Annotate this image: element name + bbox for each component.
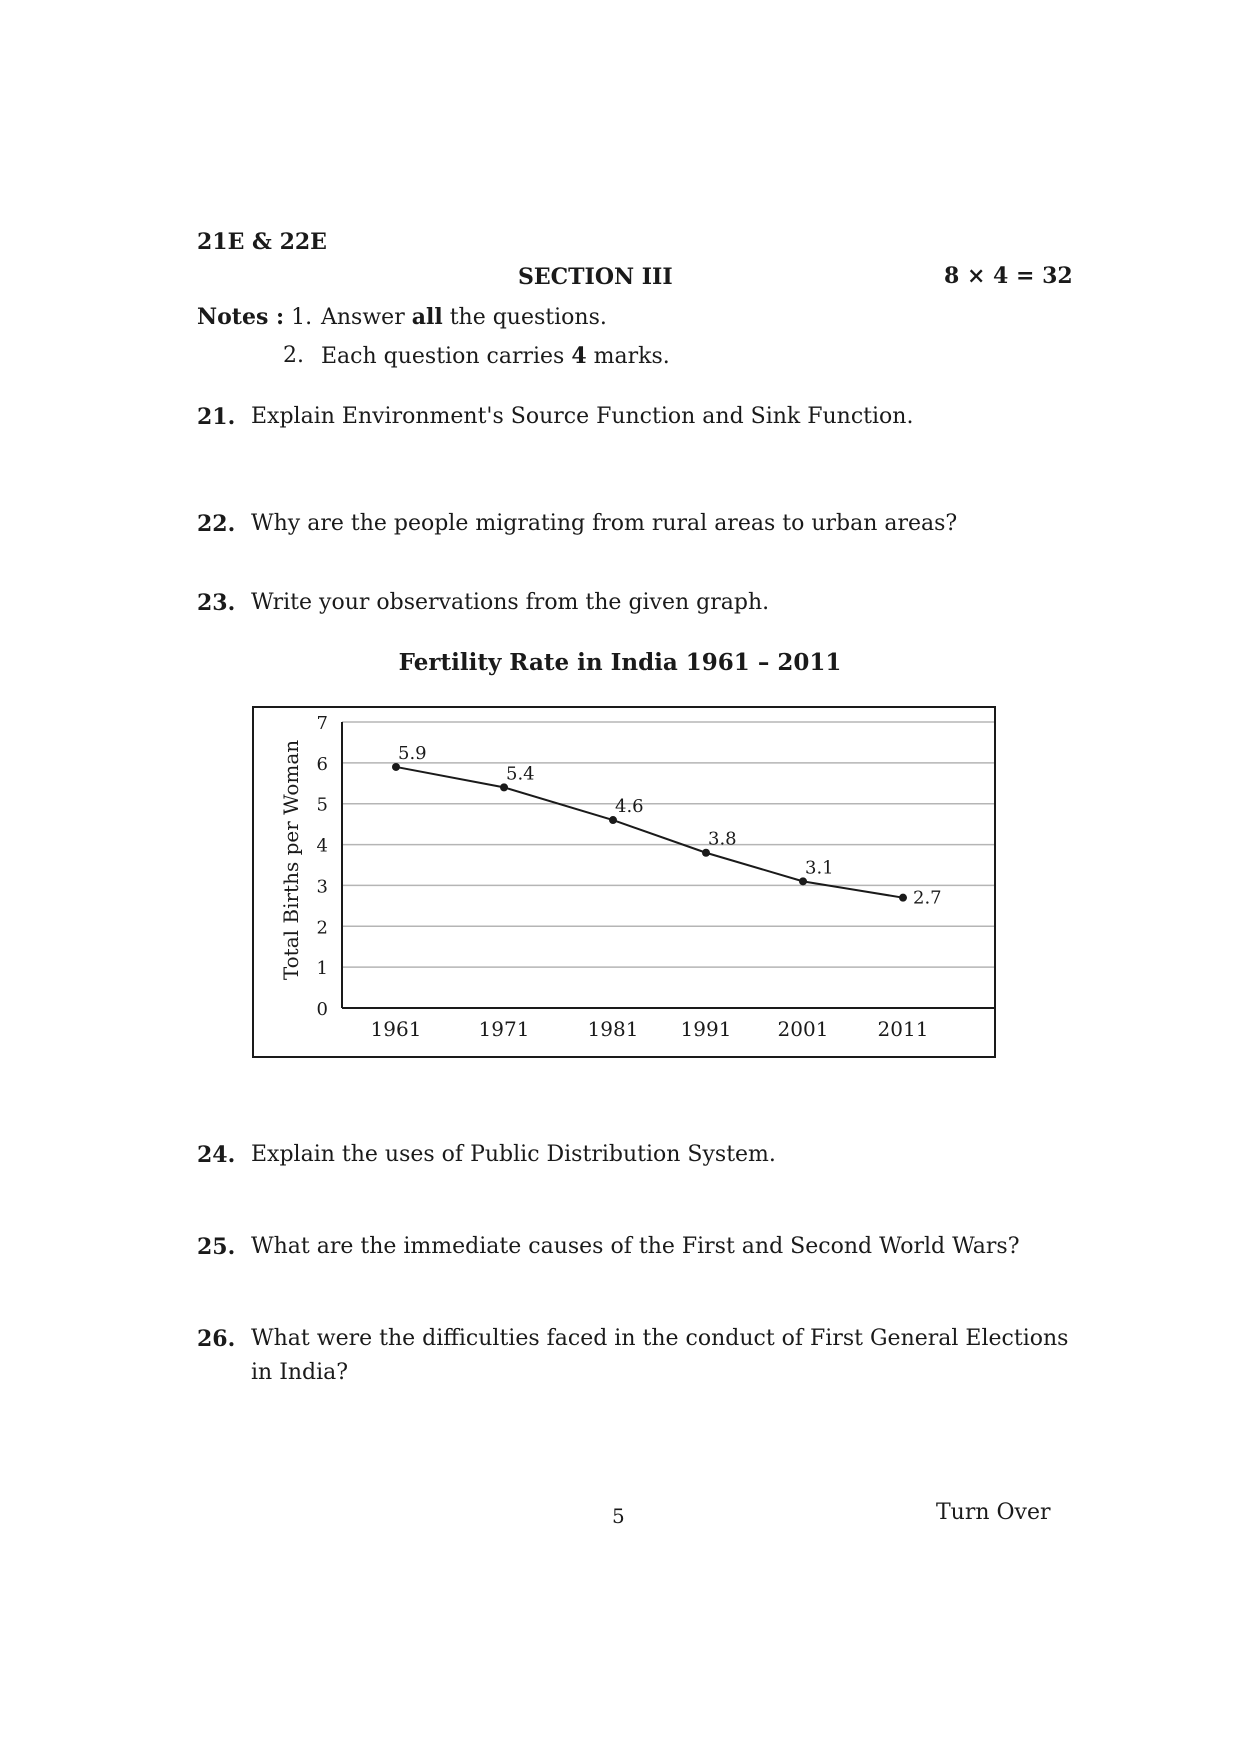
data-point bbox=[899, 894, 907, 902]
note-2-text: Each question carries 4 marks. bbox=[321, 343, 670, 369]
question-26-number: 26. bbox=[197, 1326, 236, 1352]
question-23-text: Write your observations from the given graph. bbox=[251, 590, 770, 615]
data-point bbox=[609, 816, 617, 824]
y-ticks bbox=[317, 713, 328, 1020]
y-axis-label: Total Births per Woman bbox=[279, 739, 303, 981]
question-23-number: 23. bbox=[197, 590, 236, 616]
notes-line-1 bbox=[197, 303, 312, 332]
data-label: 5.4 bbox=[506, 763, 535, 785]
paper-code: 21E & 22E bbox=[197, 229, 327, 255]
note-1-num: 1. bbox=[291, 305, 313, 330]
fertility-chart bbox=[252, 706, 996, 1058]
y-tick-label: 1 bbox=[316, 958, 328, 980]
data-label: 5.9 bbox=[398, 742, 427, 764]
data-label: 4.6 bbox=[615, 796, 644, 818]
x-tick-label: 1971 bbox=[478, 1017, 530, 1041]
x-tick-label: 1961 bbox=[370, 1017, 422, 1041]
data-point bbox=[702, 849, 710, 857]
data-point bbox=[799, 877, 807, 885]
y-tick-label: 6 bbox=[316, 753, 328, 775]
series bbox=[392, 743, 942, 909]
x-tick-label: 2011 bbox=[877, 1017, 929, 1041]
y-tick-label: 2 bbox=[316, 917, 328, 939]
question-26-text-line-2: in India? bbox=[251, 1360, 349, 1385]
turn-over: Turn Over bbox=[936, 1500, 1051, 1525]
y-tick-label: 0 bbox=[316, 999, 328, 1020]
data-point bbox=[500, 783, 508, 791]
question-21-text: Explain Environment's Source Function and Sink Function. bbox=[251, 404, 914, 429]
y-tick-label: 3 bbox=[316, 876, 328, 898]
question-22-text: Why are the people migrating from rural areas to urban areas? bbox=[251, 511, 958, 536]
chart-title: Fertility Rate in India 1961 – 2011 bbox=[398, 649, 842, 676]
section-title: SECTION III bbox=[518, 264, 673, 290]
question-24-text: Explain the uses of Public Distribution System. bbox=[251, 1142, 776, 1167]
question-26-text-line-1: What were the difficulties faced in the conduct of First General Elections bbox=[251, 1326, 1069, 1351]
y-tick-label: 5 bbox=[316, 794, 328, 816]
data-point bbox=[392, 763, 400, 771]
x-tick-label: 1991 bbox=[680, 1017, 732, 1041]
data-label: 2.7 bbox=[913, 887, 942, 909]
question-21-number: 21. bbox=[197, 404, 236, 430]
question-22-number: 22. bbox=[197, 511, 236, 537]
page-number: 5 bbox=[612, 1504, 625, 1528]
note-2-num: 2. bbox=[283, 343, 304, 368]
data-label: 3.1 bbox=[805, 857, 834, 879]
question-25-text: What are the immediate causes of the First and Second World Wars? bbox=[251, 1234, 1020, 1259]
note-1-text: Answer all the questions. bbox=[321, 304, 607, 330]
x-ticks bbox=[371, 1017, 929, 1041]
notes-label: Notes : bbox=[197, 304, 285, 330]
fertility-chart-svg bbox=[254, 708, 994, 1056]
x-tick-label: 1981 bbox=[587, 1017, 639, 1041]
question-25-number: 25. bbox=[197, 1234, 236, 1260]
x-tick-label: 2001 bbox=[777, 1017, 829, 1041]
axes bbox=[342, 722, 994, 1008]
question-24-number: 24. bbox=[197, 1142, 236, 1168]
y-tick-label: 7 bbox=[316, 713, 328, 734]
data-label: 3.8 bbox=[708, 828, 737, 850]
y-tick-label: 4 bbox=[316, 835, 328, 857]
grid-lines bbox=[342, 722, 994, 967]
section-marks: 8 × 4 = 32 bbox=[944, 263, 1073, 289]
